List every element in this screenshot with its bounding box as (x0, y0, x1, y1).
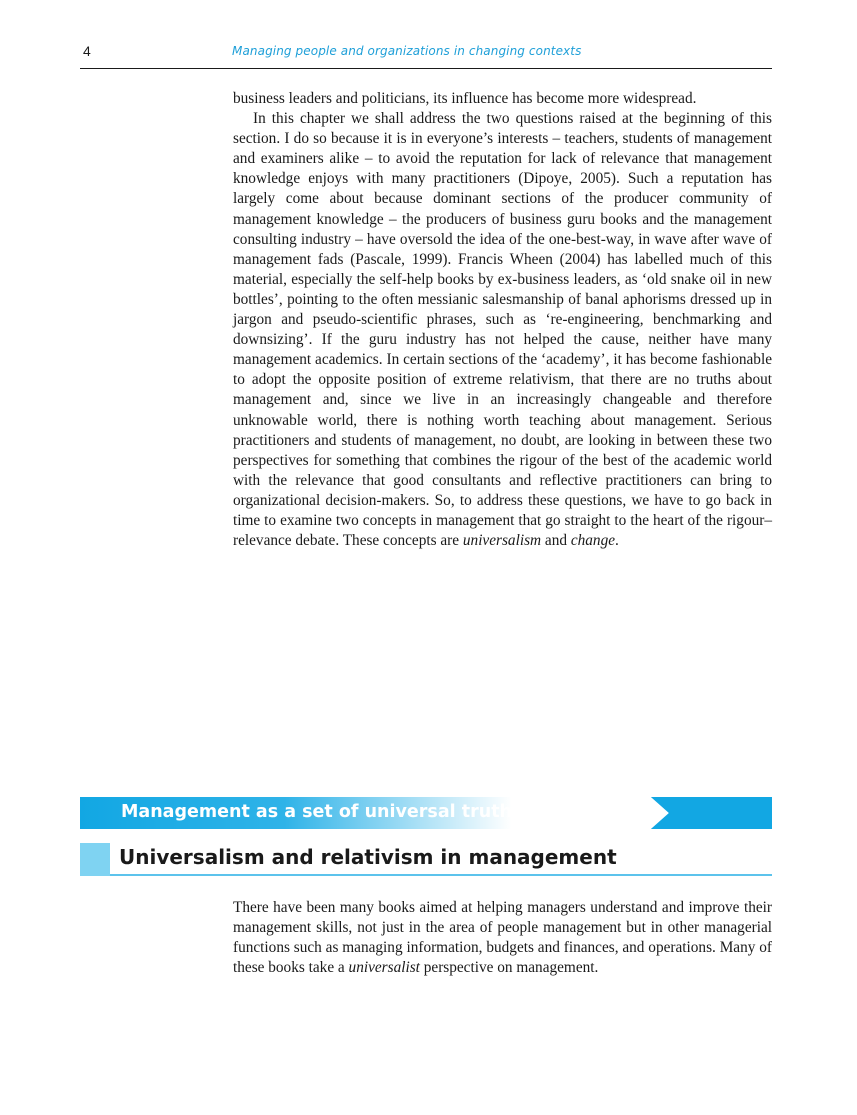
paragraph-end: . (615, 532, 619, 550)
body-text-top (233, 89, 772, 551)
paragraph-end: perspective on management. (419, 959, 599, 977)
chapter-intro-paragraph (233, 109, 772, 551)
page-number: 4 (83, 43, 91, 59)
subsection-title: Universalism and relativism in management (119, 845, 617, 869)
subsection-marker (80, 843, 110, 876)
universalism-paragraph (233, 898, 772, 978)
body-text-bottom (233, 898, 772, 978)
running-head: Managing people and organizations in changing contexts (232, 44, 582, 58)
section-title: Management as a set of universal truths (121, 802, 523, 822)
term-change: change (570, 532, 616, 550)
section-banner (80, 797, 772, 829)
paragraph-text: There have been many books aimed at helping managers understand and improve their management skills, not just in the area of people management but in other managerial functions such as managing information, budgets and finances, and operations. Many of these books take a (233, 899, 772, 977)
paragraph-text: In this chapter we shall address the two questions raised at the beginning of this section. I do so because it is in everyone’s interests – teachers, students of management and examiners alike – to avoid the reputation for lack of relevance that management knowledge enjoys with many practitioners (Dipoye, 2005). Such a reputation has largely come about because dominant sections of the producer community of management knowledge – the producers of business guru books and the management consulting industry – have oversold the idea of the one-best-way, in wave after wave of management fads (Pascale, 1999). Francis Wheen (2004) has labelled much of this material, especially the self-help books by ex-business leaders, as ‘old snake oil in new bottles’, pointing to the often messianic salesmanship of banal aphorisms dressed up in jargon and pseudo-scientific phrases, such as ‘re-engineering, benchmarking and downsizing’. If the guru industry has not helped the cause, neither have many management academics. In certain sections of the ‘academy’, it has become fashionable to adopt the opposite position of extreme relativism, that there are no truths about management and, since we live in an increasingly changeable and therefore unknowable world, there is nothing worth teaching about management. Serious practitioners and students of management, no doubt, are looking in between these two perspectives for something that combines the rigour of the best of the academic world with the relevance that good consultants and reflective practitioners can bring to organizational decision-makers. So, to address these questions, we have to go back in time to examine two concepts in management that go straight to the heart of the rigour–relevance debate. These concepts are (233, 110, 772, 550)
subsection-heading (80, 843, 772, 876)
page-header (80, 40, 772, 69)
subsection-rule (110, 874, 772, 876)
term-universalism: universalism (462, 532, 542, 550)
and-connector: and (541, 532, 571, 550)
term-universalist: universalist (348, 959, 420, 977)
continuation-paragraph: business leaders and politicians, its influence has become more widespread. (233, 90, 697, 107)
